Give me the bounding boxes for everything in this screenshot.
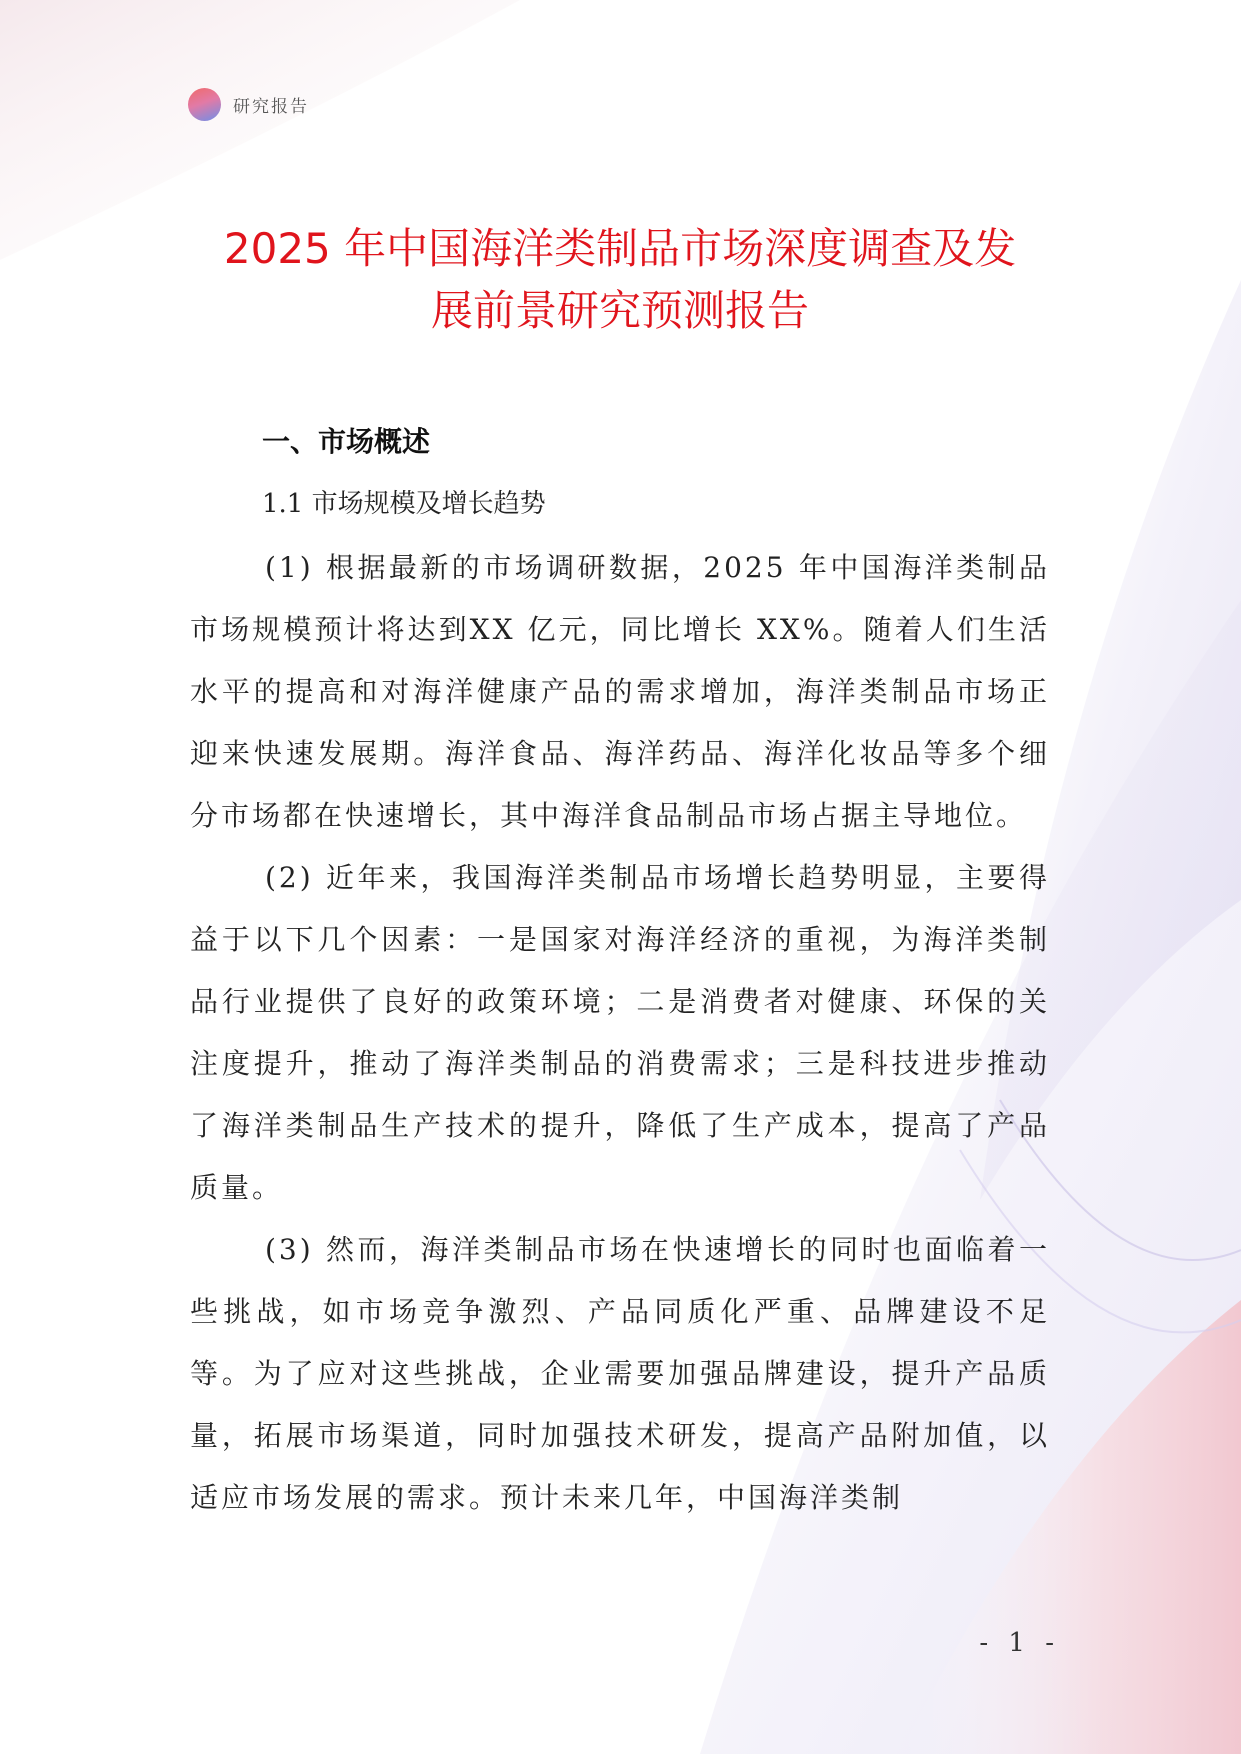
page-number: - 1 -: [979, 1628, 1060, 1658]
title-line-2: 展前景研究预测报告: [430, 286, 809, 335]
paragraph-3: (3) 然而，海洋类制品市场在快速增长的同时也面临着一些挑战，如市场竞争激烈、产品同质化严重、品牌建设不足等。为了应对这些挑战，企业需要加强品牌建设，提升产品质量，拓展市场渠道，同时加强技术研发，提高产品附加值，以适应市场发展的需求。预计未来几年，中国海洋类制: [190, 1233, 1050, 1514]
report-header: [188, 86, 309, 122]
logo-icon: [188, 88, 221, 121]
section-heading: 一、市场概述: [262, 425, 431, 458]
paragraph-1: (1) 根据最新的市场调研数据，2025 年中国海洋类制品市场规模预计将达到XX 亿元，同比增长 XX%。随着人们生活水平的提高和对海洋健康产品的需求增加，海洋类制品市场正迎来快速发展期。海洋食品、海洋药品、海洋化妆品等多个细分市场都在快速增长，其中海洋食品制品市场占据主导地位。: [190, 551, 1050, 832]
body-text: [190, 537, 1050, 1529]
paragraph-2: (2) 近年来，我国海洋类制品市场增长趋势明显，主要得益于以下几个因素：一是国家对海洋经济的重视，为海洋类制品行业提供了良好的政策环境；二是消费者对健康、环保的关注度提升，推动了海洋类制品的消费需求；三是科技进步推动了海洋类制品生产技术的提升，降低了生产成本，提高了产品质量。: [190, 861, 1050, 1204]
sub-heading: 1.1 市场规模及增长趋势: [262, 489, 546, 519]
document-title: [170, 218, 1070, 342]
title-line-1: 2025 年中国海洋类制品市场深度调查及发: [223, 224, 1017, 273]
header-label: 研究报告: [233, 96, 309, 117]
